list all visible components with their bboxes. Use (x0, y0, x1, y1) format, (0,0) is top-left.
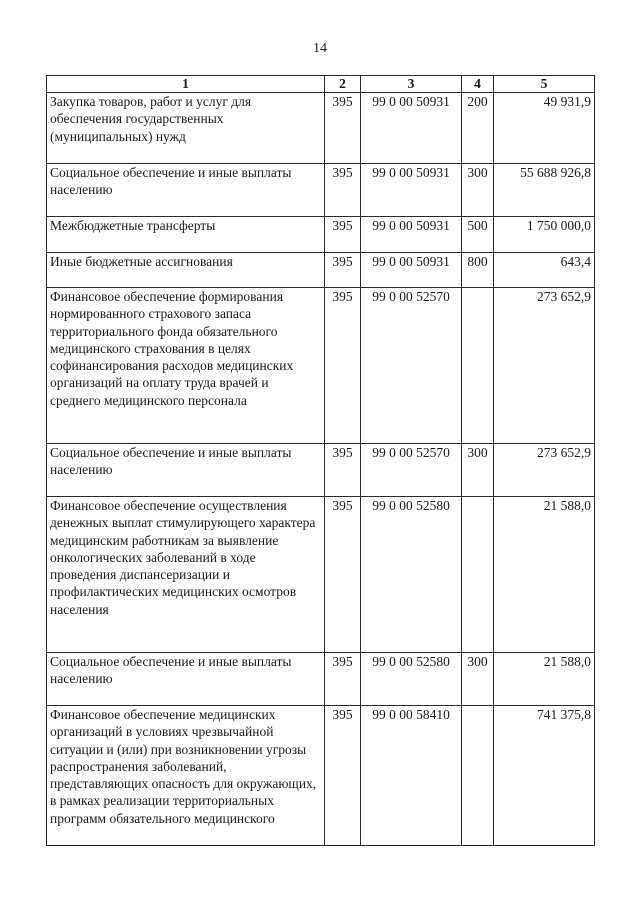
row-name: Социальное обеспечение и иные выплаты населению (47, 444, 325, 497)
column-header-4: 4 (462, 76, 494, 93)
row-ministry-code: 395 (325, 653, 361, 706)
row-amount: 21 588,0 (494, 497, 595, 653)
row-name: Закупка товаров, работ и услуг для обеспечения государственных (муниципальных) нужд (47, 93, 325, 164)
column-header-1: 1 (47, 76, 325, 93)
row-target-article: 99 0 00 50931 (361, 253, 462, 288)
row-expense-type (462, 497, 494, 653)
row-target-article: 99 0 00 52580 (361, 497, 462, 653)
table-row (47, 253, 595, 288)
row-amount: 741 375,8 (494, 706, 595, 846)
row-expense-type: 500 (462, 217, 494, 253)
row-expense-type (462, 706, 494, 846)
row-name: Социальное обеспечение и иные выплаты населению (47, 653, 325, 706)
table-row (47, 288, 595, 444)
column-header-2: 2 (325, 76, 361, 93)
table-row (47, 217, 595, 253)
row-target-article: 99 0 00 50931 (361, 93, 462, 164)
row-name: Финансовое обеспечение формирования нормированного страхового запаса территориального фонда обязательного медицинского страхования в целях софинансирования расходов медицинских организаций на оплату труда врачей и среднего медицинского персонала (47, 288, 325, 444)
row-ministry-code: 395 (325, 497, 361, 653)
row-amount: 273 652,9 (494, 288, 595, 444)
row-amount: 1 750 000,0 (494, 217, 595, 253)
row-amount: 643,4 (494, 253, 595, 288)
row-target-article: 99 0 00 52570 (361, 444, 462, 497)
row-amount: 49 931,9 (494, 93, 595, 164)
row-amount: 21 588,0 (494, 653, 595, 706)
row-ministry-code: 395 (325, 444, 361, 497)
row-target-article: 99 0 00 50931 (361, 164, 462, 217)
row-name: Финансовое обеспечение медицинских организаций в условиях чрезвычайной ситуации и (или) при возникновении угрозы распространения заболеваний, представляющих опасность для окружающих, в рамках реализации территориальных программ обязательного медицинского (47, 706, 325, 846)
row-name: Межбюджетные трансферты (47, 217, 325, 253)
row-name: Финансовое обеспечение осуществления денежных выплат стимулирующего характера медицинским работникам за выявление онкологических заболеваний в ходе проведения диспансеризации и профилактических медицинских осмотров населения (47, 497, 325, 653)
row-target-article: 99 0 00 52570 (361, 288, 462, 444)
row-target-article: 99 0 00 58410 (361, 706, 462, 846)
row-name: Социальное обеспечение и иные выплаты населению (47, 164, 325, 217)
table-row (47, 706, 595, 846)
row-ministry-code: 395 (325, 93, 361, 164)
table-row (47, 164, 595, 217)
row-target-article: 99 0 00 52580 (361, 653, 462, 706)
row-expense-type: 800 (462, 253, 494, 288)
row-expense-type: 300 (462, 653, 494, 706)
page-number: 14 (313, 41, 327, 56)
row-amount: 55 688 926,8 (494, 164, 595, 217)
row-expense-type (462, 288, 494, 444)
row-ministry-code: 395 (325, 253, 361, 288)
table-row (47, 93, 595, 164)
row-expense-type: 300 (462, 164, 494, 217)
row-ministry-code: 395 (325, 217, 361, 253)
row-amount: 273 652,9 (494, 444, 595, 497)
row-target-article: 99 0 00 50931 (361, 217, 462, 253)
table-row (47, 653, 595, 706)
header-row (47, 76, 595, 93)
row-ministry-code: 395 (325, 288, 361, 444)
budget-table (46, 75, 595, 846)
row-expense-type: 300 (462, 444, 494, 497)
row-ministry-code: 395 (325, 164, 361, 217)
column-header-3: 3 (361, 76, 462, 93)
table-row (47, 497, 595, 653)
table-row (47, 444, 595, 497)
row-ministry-code: 395 (325, 706, 361, 846)
column-header-5: 5 (494, 76, 595, 93)
row-expense-type: 200 (462, 93, 494, 164)
row-name: Иные бюджетные ассигнования (47, 253, 325, 288)
